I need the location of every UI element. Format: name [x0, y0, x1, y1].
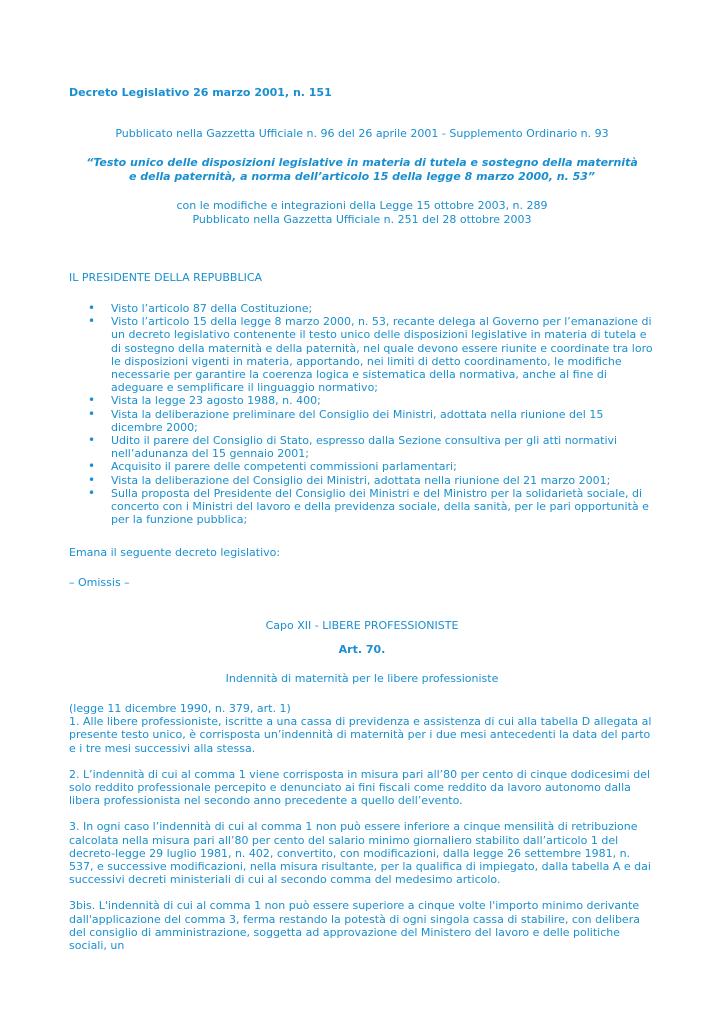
preamble-item: • Sulla proposta del Presidente del Consiglio dei Ministri e del Ministro per la solidarietà sociale, di concerto con i Ministri del lavoro e della previdenza sociale, della sanità, per le pari opportunità e per la funzione pubblica; [88, 485, 649, 527]
comma-1: 1. Alle libere professioniste, iscritte a una cassa di previdenza e assistenza di cui alla tabella D allegata al presente testo unico, è corrisposta un’indennità di maternità per i due mesi antecedenti la data del parto e i tre mesi successivi alla stessa. [69, 715, 652, 755]
preamble-item: • Udito il parere del Consiglio di Stato, espresso dalla Sezione consultiva per gli atti normativi nell’adunanza del 15 gennaio 2001; [88, 433, 618, 461]
bullet-icon: • [88, 485, 96, 500]
article-subtitle: Indennità di maternità per le libere professioniste [225, 672, 499, 685]
preamble-item: • Vista la deliberazione preliminare del Consiglio dei Ministri, adottata nella riunione del 15 dicembre 2000; [88, 406, 604, 434]
bullet-icon: • [88, 314, 96, 329]
preamble-item: • Visto l’articolo 15 della legge 8 marzo 2000, n. 53, recante delega al Governo per l’emanazione di un decreto legislativo contenente il testo unico delle disposizioni legislative in materia di tutela e di sostegno della maternità e della paternità, nel quale devono essere riunite e coordinate tra loro le disposizioni vigenti in materia, apportando, nei limiti di detto coordinamento, le modifiche necessarie per garantire la coerenza logica e sistematica della normativa, anche al fine di adeguare e semplificare il linguaggio normativo; [88, 314, 653, 395]
bullet-icon: • [88, 301, 96, 315]
amendments-note [69, 199, 655, 227]
bullet-icon: • [88, 393, 96, 408]
preamble-item: • Acquisito il parere delle competenti commissioni parlamentari; [88, 459, 457, 474]
decree-title [69, 156, 655, 184]
bullet-icon: • [88, 406, 96, 421]
omissis-marker: – Omissis – [69, 576, 130, 589]
article-paragraph [69, 702, 655, 755]
preamble-item: • Vista la legge 23 agosto 1988, n. 400; [88, 393, 321, 408]
article-heading: Art. 70. [338, 643, 386, 656]
legal-reference: (legge 11 dicembre 1990, n. 379, art. 1) [69, 702, 291, 715]
bullet-icon: • [88, 433, 96, 448]
preamble-list [69, 302, 655, 526]
amendments-line-1: con le modifiche e integrazioni della Legge 15 ottobre 2003, n. 289 [176, 199, 548, 212]
bullet-icon: • [88, 472, 96, 487]
decree-heading: Decreto Legislativo 26 marzo 2001, n. 151 [69, 86, 332, 99]
decree-title-line-1: “Testo unico delle disposizioni legislative in materia di tutela e sostegno della maternità [86, 156, 638, 169]
comma-2: 2. L’indennità di cui al comma 1 viene corrisposta in misura pari all’80 per cento di cinque dodicesimi del solo reddito professionale percepito e denunciato ai fini fiscali come reddito da lavoro autonomo dalla libera professionista nel secondo anno precedente a quello dell’evento. [69, 767, 651, 808]
comma-3: 3. In ogni caso l’indennità di cui al comma 1 non può essere inferiore a cinque mensilità di retribuzione calcolata nella misura pari all’80 per cento del salario minimo giornaliero stabilito dall’articolo 1 del decreto-legge 29 luglio 1981, n. 402, convertito, con modificazioni, dalla legge 26 settembre 1981, n. 537, e successive modificazioni, nella misura risultante, per la qualifica di impiegato, dalla tabella A e dai successivi decreti ministeriali di cui al secondo comma del medesimo articolo. [69, 820, 651, 887]
amendments-line-2: Pubblicato nella Gazzetta Ufficiale n. 251 del 28 ottobre 2003 [192, 213, 532, 226]
bullet-icon: • [88, 459, 96, 474]
chapter-heading: Capo XII - LIBERE PROFESSIONISTE [265, 619, 459, 632]
gazette-publication: Pubblicato nella Gazzetta Ufficiale n. 96 del 26 aprile 2001 - Supplemento Ordinario n. 93 [115, 127, 609, 140]
preamble-item: • Vista la deliberazione del Consiglio dei Ministri, adottata nella riunione del 21 marzo 2001; [88, 472, 611, 487]
enactment-statement: Emana il seguente decreto legislativo: [69, 546, 281, 559]
comma-3bis: 3bis. L'indennità di cui al comma 1 non può essere superiore a cinque volte l'importo minimo derivante dall'applicazione del comma 3, ferma restando la potestà di ogni singola cassa di stabilire, con delibera del consiglio di amministrazione, soggetta ad approvazione del Ministero del lavoro e delle politiche sociali, un [69, 899, 640, 953]
decree-title-line-2: e della paternità, a norma dell’articolo 15 della legge 8 marzo 2000, n. 53” [128, 170, 596, 183]
president-heading: IL PRESIDENTE DELLA REPUBBLICA [69, 271, 263, 284]
article-body [69, 702, 655, 965]
preamble-item: • Visto l’articolo 87 della Costituzione; [88, 301, 313, 315]
